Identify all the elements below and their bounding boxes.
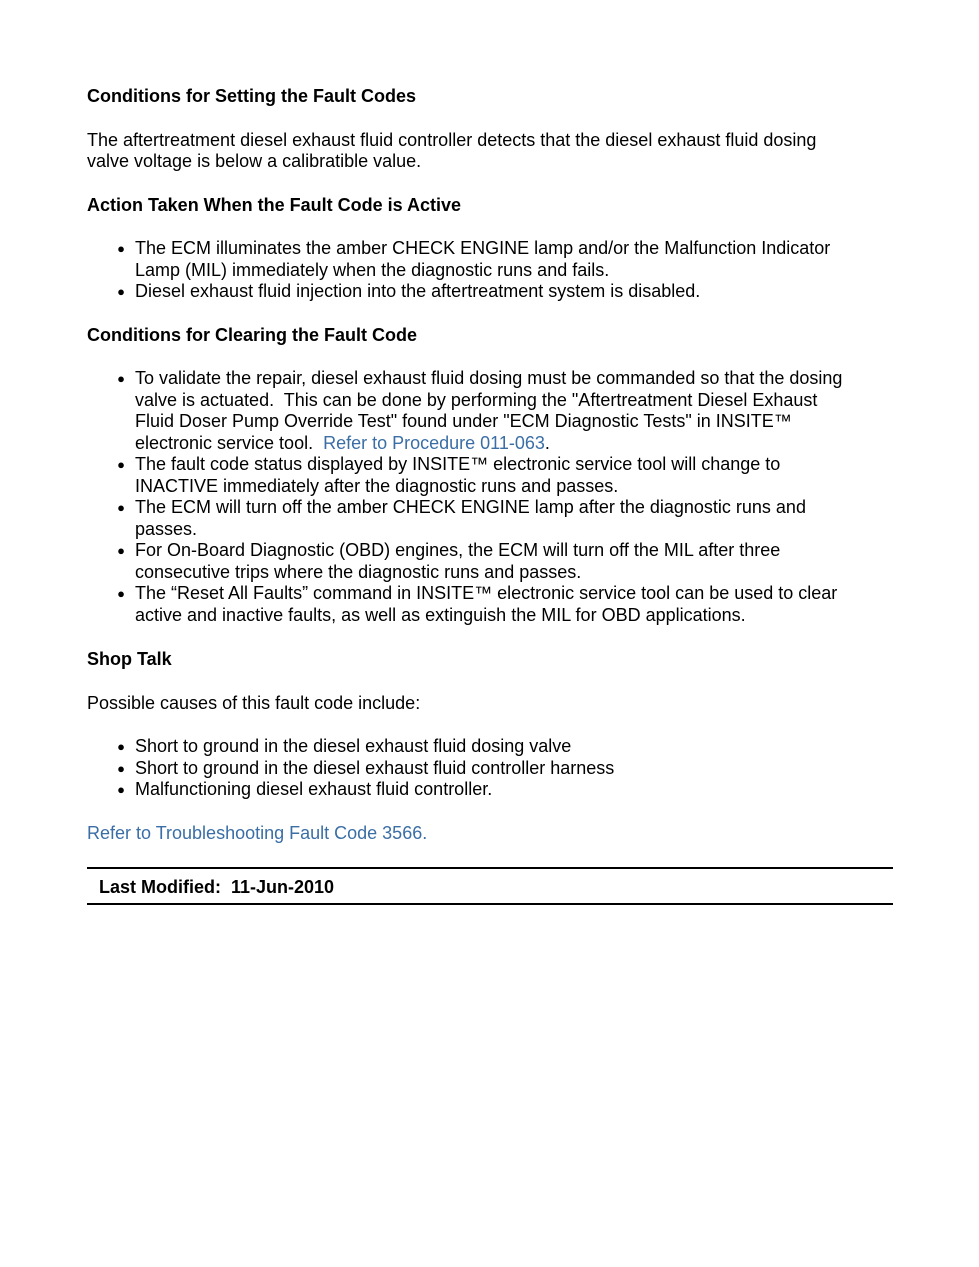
- list-item: [87, 454, 893, 497]
- document-body: [87, 86, 893, 844]
- clearing-item-1-line4-suffix: .: [544, 432, 550, 453]
- heading-clearing-conditions: Conditions for Clearing the Fault Code: [87, 324, 417, 345]
- clearing-item-1-line2: valve is actuated. This can be done by performing the "Aftertreatment Diesel Exhaust: [135, 389, 818, 410]
- list-item: [87, 583, 893, 626]
- list-item: [87, 497, 893, 540]
- setting-text-line1: The aftertreatment diesel exhaust fluid controller detects that the diesel exhaust fluid dosing: [87, 129, 817, 150]
- bullet-icon: ●: [117, 241, 125, 256]
- clearing-list: [87, 368, 893, 626]
- bullet-icon: ●: [117, 500, 125, 515]
- list-item: [87, 736, 893, 758]
- action-item-1-line1: The ECM illuminates the amber CHECK ENGINE lamp and/or the Malfunction Indicator: [135, 238, 831, 258]
- refer-procedure-link[interactable]: Refer to Procedure 011-063: [323, 432, 545, 453]
- list-item: [87, 540, 893, 583]
- last-modified-label: Last Modified: 11-Jun-2010: [99, 877, 335, 897]
- bullet-icon: ●: [117, 586, 125, 601]
- bullet-icon: ●: [117, 284, 125, 299]
- clearing-item-2-line2: INACTIVE immediately after the diagnostic runs and passes.: [135, 475, 619, 496]
- heading-action-taken: Action Taken When the Fault Code is Active: [87, 194, 462, 215]
- setting-conditions-text: [87, 130, 893, 173]
- clearing-item-5-line2: active and inactive faults, as well as extinguish the MIL for OBD applications.: [135, 604, 746, 625]
- heading-shop-talk: Shop Talk: [87, 649, 172, 669]
- bullet-icon: ●: [117, 782, 125, 797]
- clearing-item-1-line1: To validate the repair, diesel exhaust fluid dosing must be commanded so that the dosing: [135, 368, 843, 388]
- clearing-item-1-line4-prefix: electronic service tool.: [135, 432, 324, 453]
- setting-text-line2: valve voltage is below a calibratible value.: [87, 151, 422, 171]
- bullet-icon: ●: [117, 457, 125, 472]
- clearing-item-5-line1: The “Reset All Faults” command in INSITE™ electronic service tool can be used to clear: [135, 583, 838, 603]
- cause-item-2: Short to ground in the diesel exhaust fluid controller harness: [135, 757, 615, 778]
- bullet-icon: ●: [117, 543, 125, 558]
- clearing-item-4-line1: For On-Board Diagnostic (OBD) engines, the ECM will turn off the MIL after three: [135, 540, 781, 560]
- clearing-item-3-line2: passes.: [135, 518, 198, 539]
- list-item: [87, 779, 893, 801]
- causes-list: [87, 736, 893, 801]
- list-item: [87, 758, 893, 780]
- action-item-1-line2: Lamp (MIL) immediately when the diagnostic runs and fails.: [135, 259, 610, 280]
- clearing-item-3-line1: The ECM will turn off the amber CHECK ENGINE lamp after the diagnostic runs and: [135, 497, 806, 517]
- heading-setting-conditions: Conditions for Setting the Fault Codes: [87, 86, 416, 106]
- clearing-item-2-line1: The fault code status displayed by INSITE™ electronic service tool will change to: [135, 454, 781, 474]
- action-item-2-line1: Diesel exhaust fluid injection into the aftertreatment system is disabled.: [135, 281, 701, 301]
- cause-item-1: Short to ground in the diesel exhaust fluid dosing valve: [135, 736, 572, 756]
- action-list: [87, 238, 893, 303]
- refer-troubleshooting-link[interactable]: Refer to Troubleshooting Fault Code 3566.: [87, 822, 428, 843]
- list-item: [87, 368, 893, 454]
- cause-item-3: Malfunctioning diesel exhaust fluid controller.: [135, 779, 493, 799]
- clearing-item-1-line3: Fluid Doser Pump Override Test" found under "ECM Diagnostic Tests" in INSITE™: [135, 411, 792, 431]
- last-modified-bar: [87, 867, 893, 905]
- bullet-icon: ●: [117, 739, 125, 754]
- clearing-item-4-line2: consecutive trips where the diagnostic runs and passes.: [135, 561, 582, 582]
- list-item: [87, 281, 893, 303]
- bullet-icon: ●: [117, 760, 125, 776]
- bullet-icon: ●: [117, 371, 125, 386]
- list-item: [87, 238, 893, 281]
- shop-talk-intro: Possible causes of this fault code include:: [87, 692, 421, 713]
